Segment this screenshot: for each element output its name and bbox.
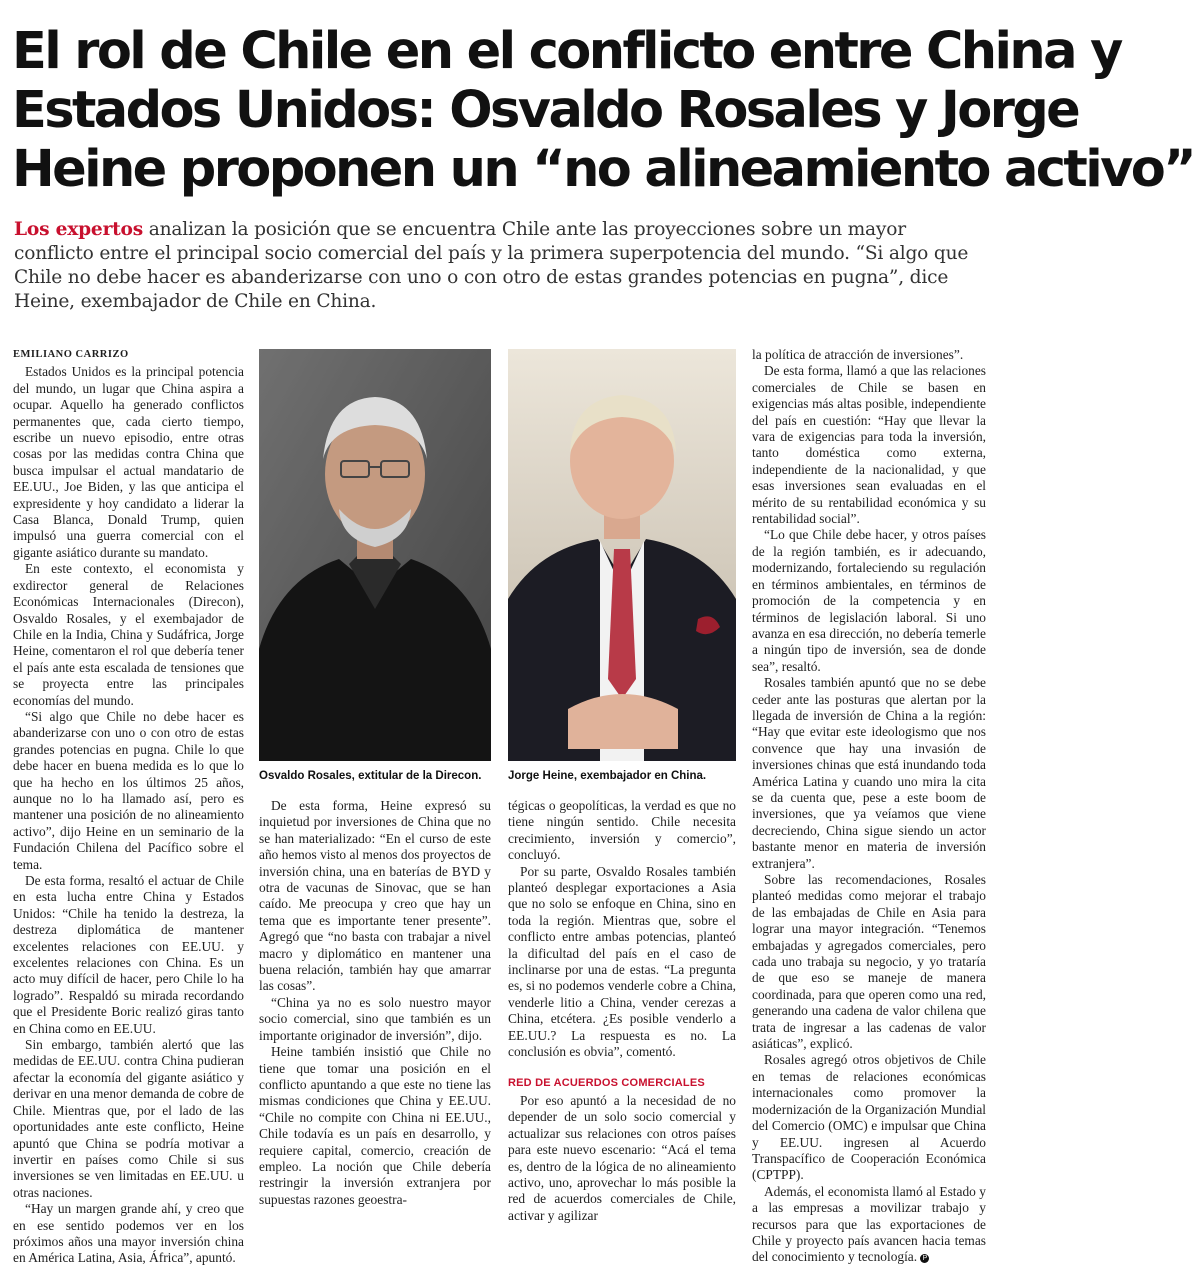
column-3-intro: tégicas o geopolíticas, la verdad es que no tiene ningún sentido. Chile necesita crecimiento, inversión y comercio”, concluyó. xyxy=(508,798,736,863)
byline: EMILIANO CARRIZO xyxy=(13,349,129,360)
column-4-paragraph: “Lo que Chile debe hacer, y otros países de la región también, es ir adecuando, modernizando, fortaleciendo su regulación en términos ambientales, en términos de promoción de la competencia y en términos de legislación laboral. Si uno avanza en esa dirección, no debería temerle a ningún tipo de inversión, sea de donde sea”, resaltó. xyxy=(752,527,986,674)
end-mark-icon: P xyxy=(920,1254,929,1263)
column-1-paragraph: En este contexto, el economista y exdirector general de Relaciones Económicas Internacionales (Direcon), Osvaldo Rosales, y el exembajador de Chile en la India, China y Sudáfrica, Jorge Heine, comentaron el rol que debería tener el país ante esta escalada de tensiones que se proyecta entre las principales economías del mundo. xyxy=(13,561,244,708)
column-4-intro: la política de atracción de inversiones”. xyxy=(752,347,964,362)
headline-line-3: Heine proponen un “no alineamiento activo” xyxy=(12,140,1194,199)
column-3-paragraph: Por eso apuntó a la necesidad de no depender de un solo socio comercial y actualizar sus relaciones con otros países para este nuevo escenario: “Acá el tema es, dentro de la lógica de no alineamiento activo, uno, aprovechar lo más posible la red de acuerdos comerciales de Chile, activar y agilizar xyxy=(508,1092,736,1223)
article-column-4 xyxy=(752,347,986,1266)
photo-osvaldo-rosales xyxy=(259,349,491,761)
portrait-heine-illustration xyxy=(508,349,736,761)
photo-jorge-heine xyxy=(508,349,736,761)
column-4-paragraph: De esta forma, llamó a que las relaciones comerciales de Chile se basen en exigencias más altas posible, independiente del país en cuestión: “Hay que llevar la vara de exigencias para toda la inversión, tanto doméstica como externa, independiente de la nacionalidad, y que esas inversiones sean evaluadas en el mérito de su rentabilidad económica y su rentabilidad social”. xyxy=(752,363,986,527)
portrait-rosales-illustration xyxy=(259,349,491,761)
photo-2-caption: Jorge Heine, exembajador en China. xyxy=(508,770,707,782)
column-4-last-paragraph xyxy=(752,1184,986,1266)
column-1-paragraph: “Hay un margen grande ahí, y creo que en ese sentido podemos ver en los próximos años una mayor inversión china en América Latina, Asia, África”, apuntó. xyxy=(13,1201,244,1266)
column-4-paragraph: Rosales también apuntó que no se debe ceder ante las posturas que alertan por la llegada de inversión de China a la región: “Hay que evitar este ideologismo que nos convence que hay una invasión de inversiones chinas que está inundando toda América Latina y cuando uno mira la cita se da cuenta que, pese a este boom de inversiones, que ya veíamos que viene decreciendo, China sigue siendo un actor bastante menor en materia de inversión extranjera”. xyxy=(752,675,986,871)
column-2-paragraph: Heine también insistió que Chile no tiene que tomar una posición en el conflicto apuntando a que este no tiene las mismas condiciones que China y EE.UU. “Chile no compite con China ni EE.UU., Chile todavía es un país en desarrollo, y requiere capital, comercio, creación de empleo. La noción que Chile debería restringir la inversión extranjera por supuestas razones geoestra- xyxy=(259,1044,491,1207)
article-column-3 xyxy=(508,798,736,1224)
photo-1-caption: Osvaldo Rosales, extitular de la Direcon. xyxy=(259,770,482,782)
column-4-paragraph: Rosales agregó otros objetivos de Chile en temas de relaciones económicas internacionales como promover la modernización de la Organización Mundial del Comercio (OMC) e impulsar que China y EE.UU. ingresen al Acuerdo Transpacífico de Cooperación Económica (CPTPP). xyxy=(752,1052,986,1183)
column-2-paragraph: De esta forma, Heine expresó su inquietud por inversiones de China que no se han materializado: “En el curso de este año hemos visto al menos dos proyectos de inversión china, una en baterías de BYD y otra de vacunas de Sinovac, que se han caído. Me preocupa y creo que hay un tema que es importante tener presente”. Agregó que “no basta con trabajar a nivel macro y diplomático en mantener una buena relación, también hay que amarrar las cosas”. xyxy=(259,798,491,994)
column-3-paragraph: Por su parte, Osvaldo Rosales también planteó desplegar exportaciones a Asia que no solo se enfoque en China, sino en toda la región. Mientras que, sobre el conflicto entre ambas potencias, planteó la dificultad del país en el caso de inclinarse por una de estas. “La pregunta es, si no podemos venderle cobre a China, venderle litio a China, vender cerezas a China, etcétera. ¿Es posible venderlo a EE.UU.? La respuesta es no. La conclusión es obvia”, comentó. xyxy=(508,863,736,1060)
column-1-paragraph: “Si algo que Chile no debe hacer es abanderizarse con uno o con otro de estas grandes potencias en pugna. Chile lo que debe hacer en buena medida es lo que lo que ha hecho en los últimos 25 años, aunque no lo ha llamado así, pero es mantener una posición de no alineamiento activo”, dijo Heine en un seminario de la Fundación Chilena del Pacífico sobre el tema. xyxy=(13,708,244,872)
lead-kicker: Los expertos xyxy=(14,219,144,240)
section-subhead: RED DE ACUERDOS COMERCIALES xyxy=(508,1076,705,1089)
article-column-2 xyxy=(259,798,491,1208)
column-4-last-text: Además, el economista llamó al Estado y a las empresas a movilizar trabajo y recursos para que las exportaciones de Chile y proyecto país avancen hacia temas del conocimiento y tecnología. xyxy=(752,1183,986,1265)
lead-paragraph xyxy=(14,218,974,314)
column-1-paragraph: De esta forma, resaltó el actuar de Chile en esta lucha entre China y Estados Unidos: “Chile ha tenido la destreza, la destreza diplomática de mantener excelentes relaciones con EE.UU. y excelentes relaciones con China. Es un acto muy difícil de hacer, pero Chile lo ha logrado”. Respaldó su mirada recordando que el Presidente Boric realizó giras tanto en China como en EE.UU. xyxy=(13,873,244,1036)
headline-line-1: El rol de Chile en el conflicto entre China y xyxy=(12,22,1121,81)
headline xyxy=(12,22,1194,199)
article-column-1 xyxy=(13,347,244,1267)
lead-text: analizan la posición que se encuentra Chile ante las proyecciones sobre un mayor conflicto entre el principal socio comercial del país y la primera superpotencia del mundo. “Si algo que Chile no debe hacer es abanderizarse con uno o con otro de estas grandes potencias en pugna”, dice Heine, exembajador de Chile en China. xyxy=(14,219,969,312)
column-1-paragraph: Estados Unidos es la principal potencia del mundo, un lugar que China aspira a ocupar. Aquello ha generado conflictos permanentes que, cada cierto tiempo, escribe un nuevo episodio, entre otras cosas por las medidas contra China que busca impulsar el actual mandatario de EE.UU., Joe Biden, y las que anticipa el expresidente y hoy candidato a liderar la Casa Blanca, Donald Trump, quien impulsó una guerra comercial con el gigante asiático durante su mandato. xyxy=(13,364,244,560)
column-4-paragraph: Sobre las recomendaciones, Rosales planteó medidas como mejorar el trabajo de las embajadas de Chile en Asia para lograr una mayor integración. “Tenemos embajadas y agregados comerciales, pero cada uno trabaja su negocio, y yo trataría de que eso se maneje de manera coordinada, para que operen como una red, generando una cadena de valor chilena que trata de ingresar a las cadenas de valor asiáticas”, explicó. xyxy=(752,872,986,1052)
column-1-paragraph: Sin embargo, también alertó que las medidas de EE.UU. contra China pudieran afectar la economía del gigante asiático y derivar en una menor demanda de cobre de Chile. Mientras que, por el lado de las oportunidades ante este conflicto, Heine apuntó que China se podría motivar a invertir en países como Chile si sus inversiones se ven limitadas en EE.UU. u otras naciones. xyxy=(13,1037,244,1200)
column-2-paragraph: “China ya no es solo nuestro mayor socio comercial, sino que también es un importante originador de inversión”, dijo. xyxy=(259,994,491,1043)
headline-line-2: Estados Unidos: Osvaldo Rosales y Jorge xyxy=(12,81,1079,140)
